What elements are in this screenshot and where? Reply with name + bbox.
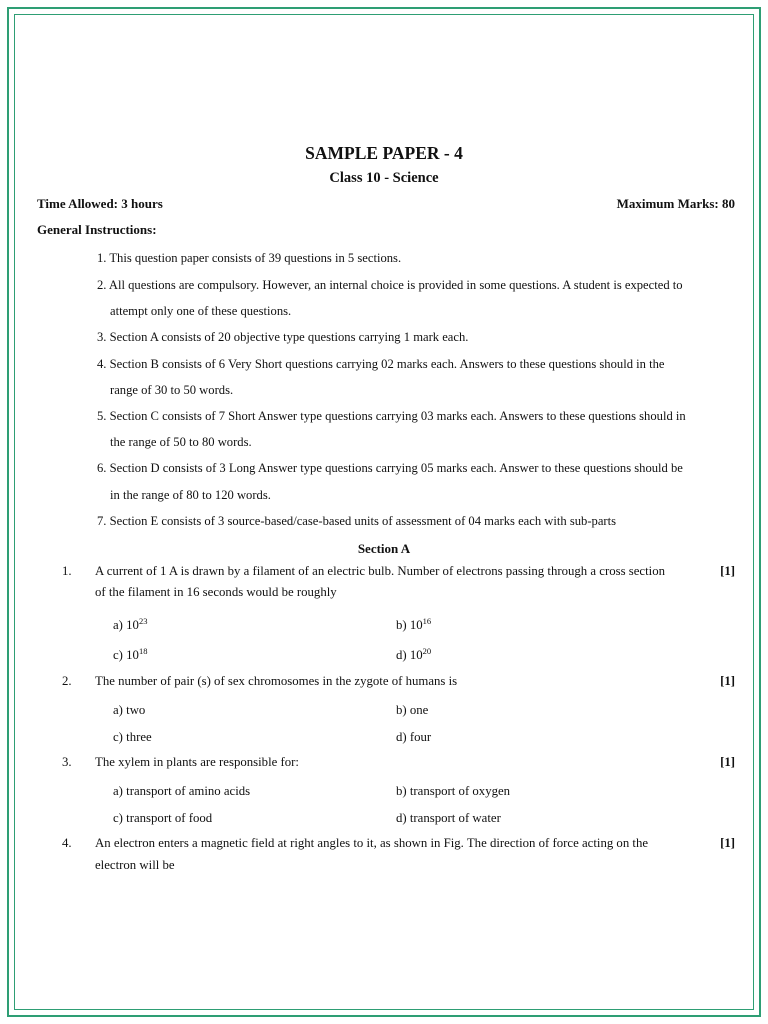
question-3-option-b: b) transport of oxygen [396,784,511,798]
instruction-4: 4. Section B consists of 6 Very Short questions carrying 02 marks each. Answers to these questions should in the [97,357,665,371]
instruction-4-cont: range of 30 to 50 words. [110,383,234,397]
question-4-text-cont: electron will be [95,858,175,872]
question-2-number: 2. [62,674,72,688]
option-exponent: 20 [422,646,432,656]
question-4-marks: [1] [720,836,735,850]
general-instructions-heading: General Instructions: [37,222,157,237]
option-label: c) [113,648,123,662]
question-4-number: 4. [62,836,72,850]
maximum-marks: Maximum Marks: 80 [616,196,735,211]
question-1-option-a [113,616,147,633]
question-3-text: The xylem in plants are responsible for: [95,755,299,769]
option-base: 10 [409,648,423,662]
question-2-text: The number of pair (s) of sex chromosomes in the zygote of humans is [95,674,458,688]
instruction-2-cont: attempt only one of these questions. [110,304,292,318]
question-1-text: A current of 1 A is drawn by a filament of an electric bulb. Number of electrons passing through a cross section [95,564,666,578]
paper-title: SAMPLE PAPER - 4 [305,143,463,163]
option-exponent: 16 [422,616,432,626]
option-label: a) [113,618,123,632]
instruction-5-cont: the range of 50 to 80 words. [110,435,252,449]
question-1-option-c [113,646,147,663]
question-1-option-b [396,616,431,633]
option-exponent: 23 [138,616,148,626]
question-1-marks: [1] [720,564,735,578]
instruction-1: 1. This question paper consists of 39 questions in 5 sections. [97,251,402,265]
question-2-option-d: d) four [396,730,432,744]
question-3-marks: [1] [720,755,735,769]
question-1-number: 1. [62,564,72,578]
section-a-heading: Section A [357,541,411,556]
question-1-text-cont: of the filament in 16 seconds would be roughly [95,585,337,599]
instruction-3: 3. Section A consists of 20 objective type questions carrying 1 mark each. [97,330,469,344]
option-base: 10 [126,648,139,662]
question-2-option-b: b) one [396,703,429,717]
question-2-option-a: a) two [113,703,146,717]
question-3-option-d: d) transport of water [396,811,501,825]
instruction-2: 2. All questions are compulsory. However, an internal choice is provided in some questions. A student is expected to [97,278,683,292]
paper-subtitle: Class 10 - Science [329,170,439,186]
instruction-6: 6. Section D consists of 3 Long Answer type questions carrying 05 marks each. Answer to these questions should be [97,461,683,475]
option-label: d) [396,648,407,662]
question-3-option-c: c) transport of food [113,811,213,825]
option-label: b) [396,618,407,632]
instruction-7: 7. Section E consists of 3 source-based/case-based units of assessment of 04 marks each with sub-parts [97,514,617,528]
question-2-marks: [1] [720,674,735,688]
question-3-number: 3. [62,755,72,769]
question-4-text: An electron enters a magnetic field at right angles to it, as shown in Fig. The direction of force acting on the [95,836,649,850]
question-2-option-c: c) three [113,730,152,744]
option-exponent: 18 [138,646,148,656]
option-base: 10 [126,618,139,632]
option-base: 10 [409,618,423,632]
question-1-option-d [396,646,431,663]
instruction-6-cont: in the range of 80 to 120 words. [110,488,271,502]
question-3-option-a: a) transport of amino acids [113,784,251,798]
instruction-5: 5. Section C consists of 7 Short Answer type questions carrying 03 marks each. Answers to these questions should in [97,409,686,423]
time-allowed: Time Allowed: 3 hours [37,196,163,211]
